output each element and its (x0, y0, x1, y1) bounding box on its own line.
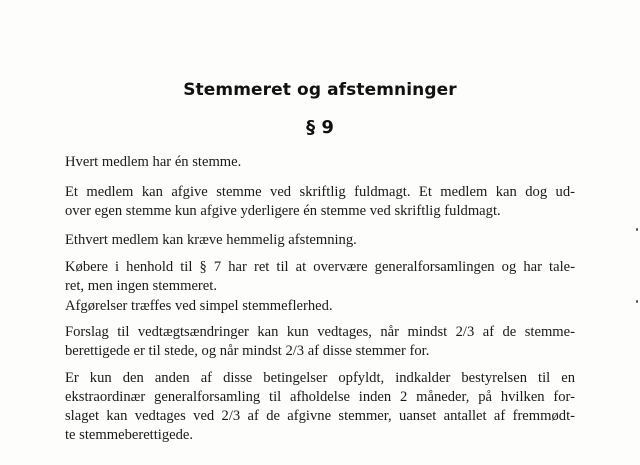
paragraph-4-line-2: ret, men ingen stemmeret. (65, 278, 217, 294)
paragraph-5-line-1: Afgørelser træffes ved simpel stemmeflerhed. (65, 298, 333, 314)
scan-speck (636, 300, 638, 303)
document-title: Stemmeret og afstemninger (183, 80, 457, 100)
paragraph-4-line-1: Købere i henhold til § 7 har ret til at overvære generalforsamlingen og har tale- (65, 259, 575, 275)
paragraph-2-line-2: over egen stemme kun afgive yderligere én stemme ved skriftlig fuldmagt. (65, 203, 501, 219)
paragraph-2-line-1: Et medlem kan afgive stemme ved skriftlig fuldmagt. Et medlem kan dog ud- (65, 184, 575, 200)
paragraph-7-line-1: Er kun den anden af disse betingelser opfyldt, indkalder bestyrelsen til en (65, 370, 575, 386)
section-number: § 9 (306, 117, 334, 138)
paragraph-6-line-1: Forslag til vedtægtsændringer kan kun vedtages, når mindst 2/3 af de stemme- (65, 324, 575, 340)
paragraph-3-line-1: Ethvert medlem kan kræve hemmelig afstemning. (65, 232, 357, 248)
paragraph-7-line-2: ekstraordinær generalforsamling til afholdelse inden 2 måneder, på hvilken for- (65, 389, 575, 405)
paragraph-6-line-2: berettigede er til stede, og når mindst 2/3 af disse stemmer for. (65, 343, 430, 359)
paragraph-7-line-3: slaget kan vedtages ved 2/3 af de afgivne stemmer, uanset antallet af fremmødt- (65, 408, 575, 424)
paragraph-7-line-4: te stemmeberettigede. (65, 427, 194, 443)
paragraph-1-line-1: Hvert medlem har én stemme. (65, 154, 242, 170)
scan-speck (636, 228, 638, 231)
